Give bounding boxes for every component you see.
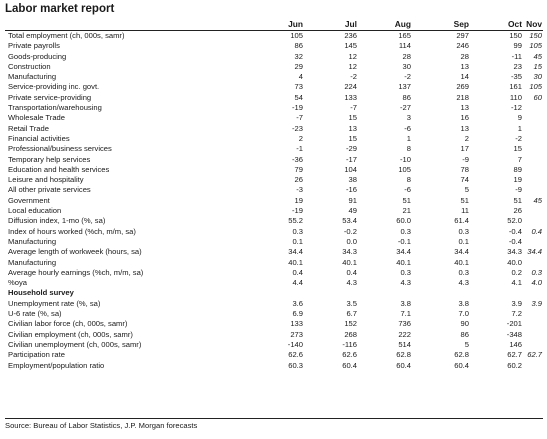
cell-aug: 222 (398, 329, 411, 339)
cell-jun: 32 (294, 51, 303, 61)
cell-jul: 268 (344, 329, 357, 339)
cell-oct: 60.2 (507, 360, 522, 370)
cell-jun: 273 (290, 329, 303, 339)
cell-oct: -11 (511, 51, 522, 61)
cell-jun: 133 (290, 319, 303, 329)
footer-divider (5, 418, 543, 419)
cell-aug: 60.0 (396, 216, 411, 226)
cell-oct: 161 (509, 82, 522, 92)
cell-oct: 4.1 (511, 278, 522, 288)
row-label: Service-providing inc. govt. (8, 82, 100, 92)
table-row (0, 196, 547, 206)
cell-oct: 19 (513, 175, 522, 185)
row-label: Wholesale Trade (8, 113, 65, 123)
cell-nov: 0.4 (531, 226, 542, 236)
cell-sep: 86 (460, 329, 469, 339)
table-row (0, 134, 547, 144)
cell-aug: 0.3 (400, 226, 411, 236)
table-row (0, 278, 547, 288)
table-row (0, 319, 547, 329)
cell-nov: 105 (529, 82, 542, 92)
cell-sep: 78 (460, 164, 469, 174)
cell-aug: 1 (406, 133, 411, 143)
cell-jul: 4.3 (346, 278, 357, 288)
cell-nov: 30 (533, 72, 542, 82)
cell-sep: 17 (460, 144, 469, 154)
row-label: Participation rate (8, 350, 65, 360)
table-row (0, 144, 547, 154)
cell-sep: 51 (460, 195, 469, 205)
cell-sep: 246 (456, 41, 469, 51)
table-row (0, 216, 547, 226)
cell-oct: 15 (513, 144, 522, 154)
table-row (0, 350, 547, 360)
cell-jun: -7 (296, 113, 303, 123)
row-label: Retail Trade (8, 123, 49, 133)
cell-aug: 60.4 (396, 360, 411, 370)
cell-aug: 34.4 (396, 247, 411, 257)
cell-oct: 146 (509, 339, 522, 349)
cell-jul: 0.0 (346, 236, 357, 246)
cell-jun: 29 (294, 61, 303, 71)
table-row (0, 268, 547, 278)
table-row (0, 155, 547, 165)
row-label: Leisure and hospitality (8, 175, 84, 185)
cell-sep: 218 (456, 92, 469, 102)
cell-sep: 28 (460, 51, 469, 61)
row-label: Government (8, 195, 50, 205)
source-note: Source: Bureau of Labor Statistics, J.P. Morgan forecasts (5, 421, 198, 430)
cell-jul: -16 (346, 185, 357, 195)
table-row (0, 82, 547, 92)
cell-aug: 7.1 (400, 309, 411, 319)
cell-oct: -12 (511, 103, 522, 113)
column-header-jun: Jun (288, 19, 303, 29)
row-label: Average length of workweek (hours, sa) (8, 247, 142, 257)
cell-sep: 61.4 (454, 216, 469, 226)
cell-oct: -0.4 (508, 236, 522, 246)
table-row (0, 361, 547, 371)
cell-oct: -9 (515, 185, 522, 195)
column-header-oct: Oct (508, 19, 522, 29)
cell-jul: 133 (344, 92, 357, 102)
table-row (0, 330, 547, 340)
cell-jun: 19 (294, 195, 303, 205)
table-row (0, 299, 547, 309)
cell-jul: -17 (346, 154, 357, 164)
cell-oct: 51 (513, 195, 522, 205)
cell-oct: 110 (509, 92, 522, 102)
table-row (0, 41, 547, 51)
row-label: Private payrolls (8, 41, 60, 51)
report-title: Labor market report (5, 3, 115, 15)
row-label: Diffusion index, 1-mo (%, sa) (8, 216, 106, 226)
cell-jul: 60.4 (342, 360, 357, 370)
cell-jun: 26 (294, 175, 303, 185)
row-label: Manufacturing (8, 257, 57, 267)
table-row (0, 165, 547, 175)
cell-sep: 60.4 (454, 360, 469, 370)
cell-oct: 0.2 (511, 267, 522, 277)
column-header-aug: Aug (394, 19, 411, 29)
cell-sep: 16 (460, 113, 469, 123)
cell-oct: 62.7 (507, 350, 522, 360)
cell-sep: 13 (460, 123, 469, 133)
row-label: Civilian labor force (ch, 000s, samr) (8, 319, 128, 329)
cell-sep: 74 (460, 175, 469, 185)
cell-oct: 150 (509, 31, 522, 40)
cell-jul: 236 (344, 31, 357, 40)
cell-jul: 12 (348, 61, 357, 71)
row-label: Civilian unemployment (ch, 000s, samr) (8, 339, 142, 349)
cell-sep: 0.1 (458, 236, 469, 246)
cell-nov: 105 (529, 41, 542, 51)
cell-nov: 45 (533, 195, 542, 205)
cell-nov: 45 (533, 51, 542, 61)
cell-jun: 4.4 (292, 278, 303, 288)
cell-jun: -23 (292, 123, 303, 133)
cell-nov: 62.7 (527, 350, 542, 360)
cell-aug: 8 (406, 144, 411, 154)
cell-sep: 40.1 (454, 257, 469, 267)
cell-nov: 15 (533, 61, 542, 71)
row-label: Civilian employment (ch, 000s, samr) (8, 329, 133, 339)
cell-sep: 3.8 (458, 298, 469, 308)
cell-jun: 55.2 (288, 216, 303, 226)
cell-aug: 3 (406, 113, 411, 123)
row-label: Financial activities (8, 133, 70, 143)
column-header-sep: Sep (453, 19, 469, 29)
cell-jun: 3.6 (292, 298, 303, 308)
cell-jun: -19 (292, 206, 303, 216)
cell-jun: 4 (298, 72, 303, 82)
table-row (0, 52, 547, 62)
cell-aug: 51 (402, 195, 411, 205)
cell-aug: 30 (402, 61, 411, 71)
cell-aug: -6 (404, 123, 411, 133)
row-label: All other private services (8, 185, 91, 195)
cell-oct: 52.0 (507, 216, 522, 226)
cell-jun: -1 (296, 144, 303, 154)
row-label: Manufacturing (8, 72, 57, 82)
cell-sep: 90 (460, 319, 469, 329)
cell-jul: 0.4 (346, 267, 357, 277)
cell-jun: 62.6 (288, 350, 303, 360)
cell-jul: 53.4 (342, 216, 357, 226)
table-row (0, 93, 547, 103)
cell-oct: 99 (513, 41, 522, 51)
cell-jun: 54 (294, 92, 303, 102)
cell-aug: 62.8 (396, 350, 411, 360)
table-row (0, 227, 547, 237)
cell-jun: 40.1 (288, 257, 303, 267)
cell-jun: 60.3 (288, 360, 303, 370)
cell-nov: 150 (529, 31, 542, 40)
cell-oct: 89 (513, 164, 522, 174)
cell-sep: 34.4 (454, 247, 469, 257)
cell-sep: 0.3 (458, 267, 469, 277)
row-label: Education and health services (8, 164, 110, 174)
cell-jun: 86 (294, 41, 303, 51)
row-label: Household survey (8, 288, 74, 298)
data-table (0, 31, 547, 371)
table-row (0, 237, 547, 247)
cell-oct: 40.0 (507, 257, 522, 267)
cell-oct: -35 (511, 72, 522, 82)
cell-aug: 8 (406, 175, 411, 185)
cell-jun: 6.9 (292, 309, 303, 319)
cell-aug: -2 (404, 72, 411, 82)
cell-sep: -9 (462, 154, 469, 164)
cell-oct: 9 (517, 113, 522, 123)
cell-nov: 60 (533, 92, 542, 102)
cell-jun: 0.3 (292, 226, 303, 236)
section-header-row (0, 288, 547, 298)
cell-oct: 1 (517, 123, 522, 133)
table-row (0, 206, 547, 216)
cell-aug: 3.8 (400, 298, 411, 308)
table-row (0, 309, 547, 319)
cell-sep: 11 (461, 206, 469, 216)
cell-jul: 15 (348, 113, 357, 123)
row-label: Manufacturing (8, 236, 57, 246)
cell-oct: -2 (515, 133, 522, 143)
row-label: Index of hours worked (%ch, m/m, sa) (8, 226, 136, 236)
column-header-jul: Jul (344, 19, 357, 29)
cell-jun: -19 (292, 103, 303, 113)
cell-oct: 3.9 (511, 298, 522, 308)
cell-sep: 269 (456, 82, 469, 92)
cell-jul: 34.3 (342, 247, 357, 257)
row-label: Local education (8, 206, 62, 216)
cell-jun: -36 (292, 154, 303, 164)
cell-aug: 0.3 (400, 267, 411, 277)
cell-jul: 224 (344, 82, 357, 92)
cell-aug: 40.1 (396, 257, 411, 267)
cell-aug: 137 (398, 82, 411, 92)
cell-oct: 26 (513, 206, 522, 216)
row-label: Total employment (ch, 000s, samr) (8, 31, 125, 40)
cell-jul: 49 (348, 206, 357, 216)
cell-aug: 28 (402, 51, 411, 61)
cell-sep: 7.0 (458, 309, 469, 319)
row-label: U-6 rate (%, sa) (8, 309, 62, 319)
cell-jul: 13 (348, 123, 357, 133)
cell-nov: 0.3 (531, 267, 542, 277)
cell-sep: 2 (464, 133, 469, 143)
table-row (0, 185, 547, 195)
cell-sep: 5 (464, 185, 469, 195)
cell-sep: 62.8 (454, 350, 469, 360)
cell-sep: 13 (460, 61, 469, 71)
cell-aug: 4.3 (400, 278, 411, 288)
row-label: Employment/population ratio (8, 360, 105, 370)
cell-aug: 21 (402, 206, 411, 216)
cell-nov: 4.0 (531, 278, 542, 288)
cell-oct: 23 (513, 61, 522, 71)
cell-jun: 79 (294, 164, 303, 174)
row-label: Unemployment rate (%, sa) (8, 298, 101, 308)
cell-sep: 14 (460, 72, 469, 82)
cell-jul: 145 (344, 41, 357, 51)
cell-aug: 165 (398, 31, 411, 40)
row-label: Professional/business services (8, 144, 112, 154)
cell-jul: 12 (348, 51, 357, 61)
cell-jul: 62.6 (342, 350, 357, 360)
cell-oct: -201 (506, 319, 522, 329)
cell-jul: 91 (348, 195, 357, 205)
cell-jul: 104 (344, 164, 357, 174)
cell-sep: 0.3 (458, 226, 469, 236)
cell-jun: 105 (290, 31, 303, 40)
table-row (0, 72, 547, 82)
cell-nov: 3.9 (531, 298, 542, 308)
cell-jul: 3.5 (346, 298, 357, 308)
cell-nov: 34.4 (527, 247, 542, 257)
cell-jun: -3 (296, 185, 303, 195)
cell-aug: 736 (398, 319, 411, 329)
cell-aug: 105 (398, 164, 411, 174)
row-label: Construction (8, 61, 51, 71)
cell-sep: 5 (464, 339, 469, 349)
table-row (0, 31, 547, 41)
row-label: Temporary help services (8, 154, 91, 164)
table-row (0, 103, 547, 113)
cell-sep: 297 (456, 31, 469, 40)
cell-aug: -6 (404, 185, 411, 195)
row-label: Average hourly earnings (%ch, m/m, sa) (8, 267, 144, 277)
cell-jun: 0.1 (292, 236, 303, 246)
cell-sep: 13 (460, 103, 469, 113)
cell-jun: 0.4 (292, 267, 303, 277)
cell-aug: 86 (402, 92, 411, 102)
cell-jul: -116 (342, 339, 357, 349)
row-label: %oya (8, 278, 27, 288)
cell-jul: -0.2 (343, 226, 357, 236)
cell-oct: 7 (517, 154, 522, 164)
cell-jul: 15 (348, 133, 357, 143)
column-header-nov: Nov (526, 19, 542, 29)
table-row (0, 113, 547, 123)
table-row (0, 62, 547, 72)
cell-oct: 7.2 (511, 309, 522, 319)
table-row (0, 340, 547, 350)
cell-aug: 114 (398, 41, 411, 51)
cell-jun: -140 (287, 339, 303, 349)
cell-oct: 34.3 (507, 247, 522, 257)
cell-jul: -7 (350, 103, 357, 113)
cell-jun: 73 (294, 82, 303, 92)
row-label: Private service-providing (8, 92, 92, 102)
table-row (0, 175, 547, 185)
cell-aug: 514 (398, 339, 411, 349)
cell-oct: -0.4 (508, 226, 522, 236)
table-row (0, 124, 547, 134)
row-label: Goods-producing (8, 51, 67, 61)
cell-aug: -0.1 (397, 236, 411, 246)
cell-aug: -27 (400, 103, 411, 113)
cell-jun: 2 (298, 133, 303, 143)
row-label: Transportation/warehousing (8, 103, 102, 113)
cell-jul: 40.1 (342, 257, 357, 267)
cell-jul: -29 (346, 144, 357, 154)
cell-jul: -2 (350, 72, 357, 82)
cell-jun: 34.4 (288, 247, 303, 257)
cell-jul: 152 (344, 319, 357, 329)
table-row (0, 258, 547, 268)
cell-sep: 4.3 (458, 278, 469, 288)
cell-jul: 6.7 (346, 309, 357, 319)
cell-aug: -10 (400, 154, 411, 164)
cell-oct: -348 (506, 329, 522, 339)
cell-jul: 38 (348, 175, 357, 185)
table-row (0, 247, 547, 257)
